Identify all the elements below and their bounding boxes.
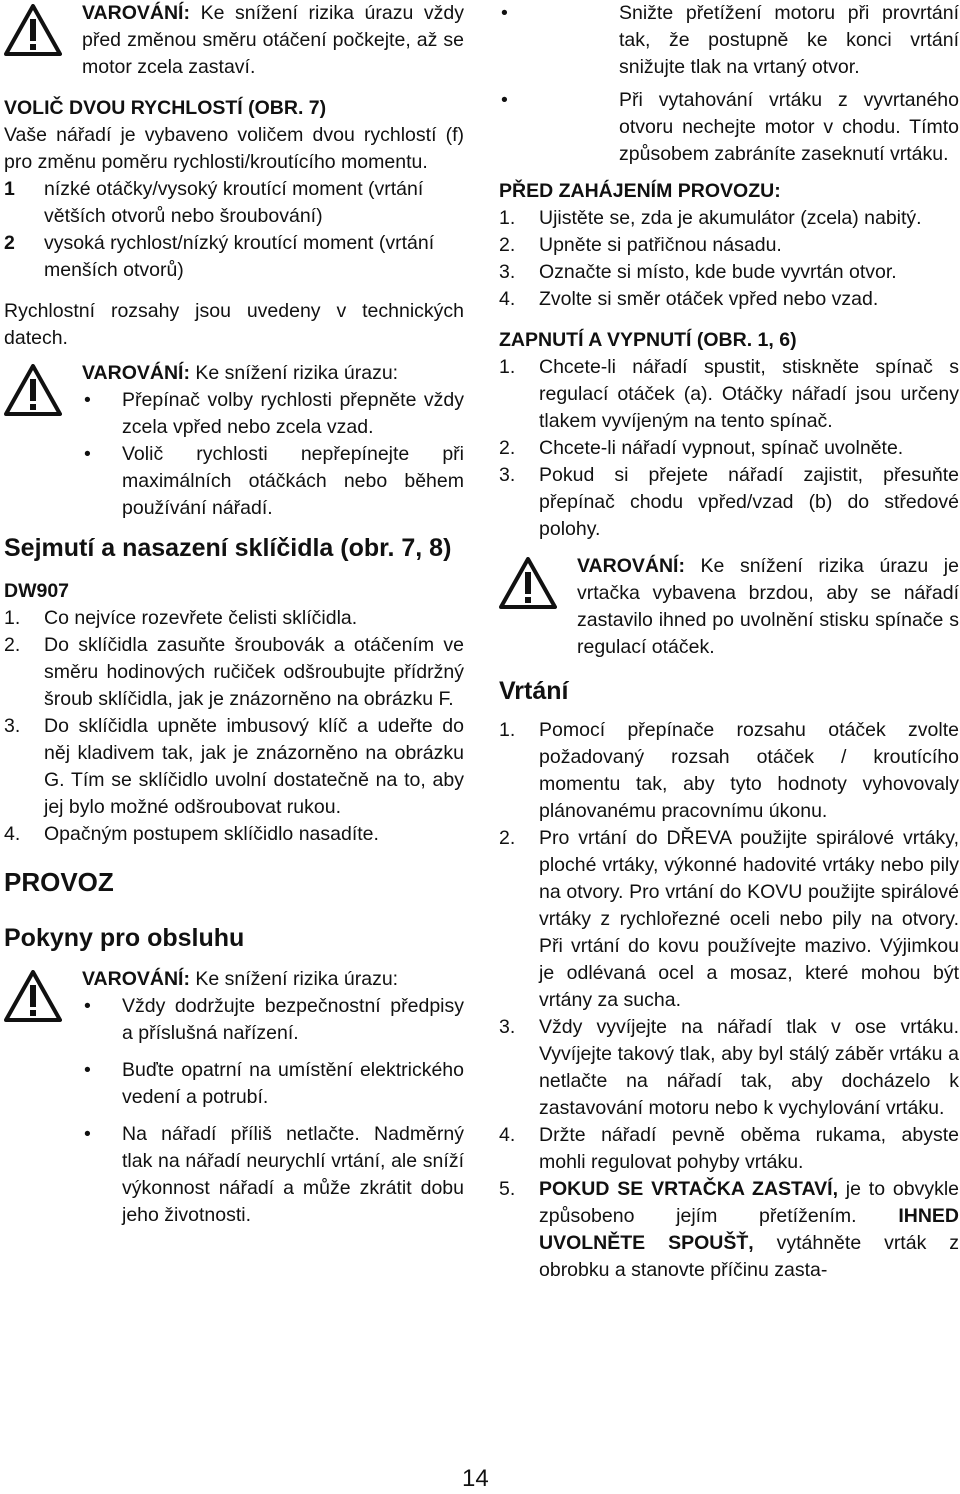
section-title-pokyny: Pokyny pro obsluhu — [4, 924, 245, 952]
warning-brake: VAROVÁNÍ: Ke snížení rizika úrazu je vrtačka vybavena brzdou, aby se nářadí zastavilo ihned po uvolnění stisku spínače s regulací otáček. — [499, 553, 959, 661]
warning-speed: VAROVÁNÍ: Ke snížení rizika úrazu: • Přepínač volby rychlosti přepněte vždy zcela vpřed nebo zcela vzad. • Volič rychlosti nepřepínejte při maximálních otáčkách nebo během používání nářadí. — [4, 360, 464, 522]
section-drill — [499, 675, 959, 1284]
gear-intro: Vaše nářadí je vybaveno voličem dvou rychlostí (f) pro změnu poměru rychlosti/kroutícího momentu. — [4, 124, 464, 173]
gear-note: Rychlostní rozsahy jsou uvedeny v technických datech. — [4, 300, 464, 349]
onoff-title: ZAPNUTÍ A VYPNUTÍ (OBR. 1, 6) — [499, 329, 797, 351]
list-item: 3. Pokud si přejete nářadí zajistit, přesuňte přepínač chodu vpřed/vzad (b) do středové polohy. — [499, 464, 959, 540]
warning-triangle-icon — [499, 557, 557, 609]
chuck-model: DW907 — [4, 580, 70, 602]
gear-title: VOLIČ DVOU RYCHLOSTÍ (OBR. 7) — [4, 97, 327, 119]
section-chuck — [4, 532, 464, 848]
warning-triangle-icon — [4, 364, 62, 416]
list-item: 4. Opačným postupem sklíčidlo nasadíte. — [4, 823, 379, 845]
gear-item: 1 nízké otáčky/vysoký kroutící moment (vrtání větších otvorů nebo šroubování) — [4, 178, 424, 227]
list-item: 1. Ujistěte se, zda je akumulátor (zcela) nabitý. — [499, 207, 922, 229]
gear-item: 2 vysoká rychlost/nízký kroutící moment (vrtání menších otvorů) — [4, 232, 435, 281]
list-item: 2. Do sklíčidla zasuňte šroubovák a otáčením ve směru hodinových ručiček odšroubujte přídržný šroub sklíčidla, jak je znázorněno na obrázku F. — [4, 634, 464, 710]
section-onoff — [499, 327, 959, 543]
bullet-item: • Snižte přetížení motoru při provrtání tak, že postupně ke konci vrtání snižujte tlak na vrtaný otvor. — [499, 0, 959, 81]
bullet-item: • Na nářadí příliš netlačte. Nadměrný tlak na nářadí neurychlí vrtání, ale sníží výkonnost nářadí a může zkrátit dobu jeho životnosti. — [82, 1121, 464, 1229]
drill-title: Vrtání — [499, 677, 569, 705]
right-column — [499, 0, 959, 1284]
list-item: 3. Do sklíčidla upněte imbusový klíč a udeřte do něj kladivem tak, jak je znázorněno na obrázku G. Tím se sklíčidlo uvolní dostatečně na to, aby jej bylo možné odšroubovat rukou. — [4, 715, 464, 818]
bullet-item: • Vždy dodržujte bezpečnostní předpisy a příslušná nařízení. — [82, 993, 464, 1047]
warning-triangle-icon — [4, 4, 62, 56]
bullet-item: • Volič rychlosti nepřepínejte při maximálních otáčkách nebo během používání nářadí. — [82, 441, 464, 522]
list-item: 2. Pro vrtání do DŘEVA použijte spirálové vrtáky, ploché vrtáky, výkonné hadovité vrtáky nebo pily na otvory. Pro vrtání do KOVU použijte spirálové vrtáky z rychlořezné oceli nebo pily na otvory. Při vrtání do kovu používejte mazivo. Výjimkou je odlévaná ocel a mosaz, které mohou být vrtány za sucha. — [499, 827, 959, 1011]
page-number: 14 — [462, 1465, 489, 1492]
list-item: 5. POKUD SE VRTAČKA ZASTAVÍ, je to obvykle způsobeno jejím přetížením. IHNED UVOLNĚTE SPOUŠŤ, vytáhněte vrták z obrobku a stanovte příčinu zasta- — [499, 1178, 959, 1281]
list-item: 4. Zvolte si směr otáček vpřed nebo vzad. — [499, 288, 879, 310]
list-item: 1. Chcete-li nářadí spustit, stiskněte spínač s regulací otáček (a). Otáčky nářadí jsou určeny tlakem vyvíjeným na tento spínač. — [499, 356, 959, 432]
section-gear — [4, 95, 464, 352]
bullet-item: • Buďte opatrní na umístění elektrického vedení a potrubí. — [82, 1057, 464, 1111]
warning-text: Ke snížení rizika úrazu vždy před změnou směru otáčení počkejte, až se motor zcela zastaví. — [82, 2, 464, 78]
warning-triangle-icon — [4, 970, 62, 1022]
bullet-item: • Při vytahování vrtáku z vyvrtaného otvoru nechejte motor v chodu. Tímto způsobem zabráníte zaseknutí vrtáku. — [499, 87, 959, 168]
warning-operation: VAROVÁNÍ: Ke snížení rizika úrazu: • Vždy dodržujte bezpečnostní předpisy a příslušná nařízení. • Buďte opatrní na umístění elektrického vedení a potrubí. • Na nářadí příliš netlačte. Nadměrný tlak na nářadí neurychlí vrtání, ale sníží výkonnost nářadí a může zkrátit dobu jeho životnosti. — [4, 966, 464, 1229]
section-before — [499, 178, 959, 313]
section-title-provoz: PROVOZ — [4, 867, 114, 897]
warning-head: VAROVÁNÍ: — [82, 2, 190, 24]
bullet-item: • Přepínač volby rychlosti přepněte vždy zcela vpřed nebo zcela vzad. — [82, 387, 464, 441]
list-item: 3. Vždy vyvíjejte na nářadí tlak v ose vrtáku. Vyvíjejte takový tlak, aby byl stálý záběr vrtáku a netlačte na nářadí tak, aby docházelo k zastavování motoru nebo k vychylování vrtáku. — [499, 1016, 959, 1119]
list-item: 1. Co nejvíce rozevřete čelisti sklíčidla. — [4, 607, 358, 629]
chuck-title: Sejmutí a nasazení sklíčidla (obr. 7, 8) — [4, 534, 452, 562]
list-item: 2. Upněte si patřičnou násadu. — [499, 234, 782, 256]
list-item: 4. Držte nářadí pevně oběma rukama, abyste mohli regulovat pohyby vrtáku. — [499, 1124, 959, 1173]
list-item: 1. Pomocí přepínače rozsahu otáček zvolte požadovaný rozsah otáček / kroutícího momentu tak, aby tyto hodnoty vyhovovaly plánovanému pracovnímu úkonu. — [499, 719, 959, 822]
warning-direction — [4, 0, 464, 81]
list-item: 3. Označte si místo, kde bude vyvrtán otvor. — [499, 261, 897, 283]
left-column — [4, 0, 464, 1229]
list-item: 2. Chcete-li nářadí vypnout, spínač uvolněte. — [499, 437, 904, 459]
before-title: PŘED ZAHÁJENÍM PROVOZU: — [499, 180, 781, 202]
